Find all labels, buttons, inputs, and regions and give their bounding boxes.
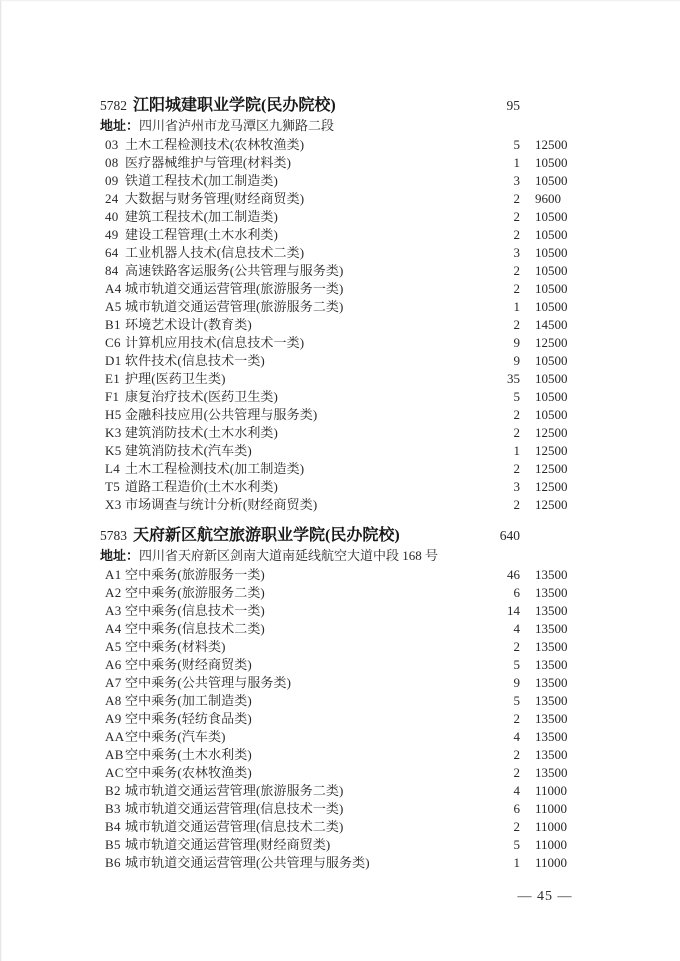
major-row bbox=[100, 370, 575, 388]
major-tuition-fee: 12500 bbox=[535, 335, 568, 350]
major-tuition-fee: 10500 bbox=[535, 353, 568, 368]
major-row bbox=[100, 478, 575, 496]
major-code: 84 bbox=[105, 263, 119, 278]
major-plan-count: 1 bbox=[513, 299, 520, 314]
major-plan-count: 9 bbox=[513, 675, 520, 690]
major-row bbox=[100, 388, 575, 406]
major-name: 计算机应用技术(信息技术一类) bbox=[125, 335, 305, 350]
major-code: A3 bbox=[105, 603, 122, 618]
major-plan-count: 2 bbox=[513, 747, 520, 762]
major-code: A4 bbox=[105, 621, 122, 636]
major-plan-count: 2 bbox=[513, 263, 520, 278]
major-plan-count: 2 bbox=[513, 191, 520, 206]
major-row bbox=[100, 602, 575, 620]
major-name: 建筑消防技术(土木水利类) bbox=[125, 425, 278, 440]
major-code: F1 bbox=[105, 389, 120, 404]
major-name: 环境艺术设计(教育类) bbox=[125, 317, 252, 332]
major-code: A7 bbox=[105, 675, 122, 690]
major-plan-count: 5 bbox=[513, 837, 520, 852]
college-address-line bbox=[100, 116, 575, 136]
major-name: 城市轨道交通运营管理(旅游服务二类) bbox=[125, 299, 344, 314]
college-header bbox=[100, 526, 575, 546]
major-code: B3 bbox=[105, 801, 121, 816]
major-row bbox=[100, 136, 575, 154]
major-row bbox=[100, 262, 575, 280]
major-code: 08 bbox=[105, 155, 119, 170]
major-name: 城市轨道交通运营管理(公共管理与服务类) bbox=[125, 855, 370, 870]
major-plan-count: 2 bbox=[513, 639, 520, 654]
major-code: AA bbox=[105, 729, 125, 744]
major-tuition-fee: 10500 bbox=[535, 209, 568, 224]
major-row bbox=[100, 496, 575, 514]
major-row bbox=[100, 226, 575, 244]
major-plan-count: 2 bbox=[513, 461, 520, 476]
major-tuition-fee: 13500 bbox=[535, 711, 568, 726]
major-tuition-fee: 13500 bbox=[535, 747, 568, 762]
document-page-content bbox=[100, 96, 575, 872]
major-plan-count: 2 bbox=[513, 407, 520, 422]
major-tuition-fee: 13500 bbox=[535, 675, 568, 690]
major-tuition-fee: 12500 bbox=[535, 479, 568, 494]
college-section bbox=[100, 96, 575, 514]
major-plan-count: 4 bbox=[513, 783, 520, 798]
major-name: 空中乘务(信息技术二类) bbox=[125, 621, 265, 636]
major-code: A5 bbox=[105, 299, 122, 314]
major-name: 空中乘务(财经商贸类) bbox=[125, 657, 252, 672]
major-name: 空中乘务(旅游服务二类) bbox=[125, 585, 265, 600]
major-tuition-fee: 13500 bbox=[535, 621, 568, 636]
major-name: 大数据与财务管理(财经商贸类) bbox=[125, 191, 305, 206]
major-name: 空中乘务(土木水利类) bbox=[125, 747, 252, 762]
major-tuition-fee: 12500 bbox=[535, 461, 568, 476]
major-row bbox=[100, 638, 575, 656]
major-code: A5 bbox=[105, 639, 122, 654]
major-row bbox=[100, 316, 575, 334]
major-plan-count: 2 bbox=[513, 425, 520, 440]
major-name: 康复治疗技术(医药卫生类) bbox=[125, 389, 278, 404]
major-row bbox=[100, 584, 575, 602]
major-name: 软件技术(信息技术一类) bbox=[125, 353, 265, 368]
major-tuition-fee: 10500 bbox=[535, 281, 568, 296]
major-row bbox=[100, 244, 575, 262]
major-row bbox=[100, 352, 575, 370]
major-name: 工业机器人技术(信息技术二类) bbox=[125, 245, 305, 260]
major-name: 道路工程造价(土木水利类) bbox=[125, 479, 278, 494]
major-name: 空中乘务(加工制造类) bbox=[125, 693, 252, 708]
major-tuition-fee: 13500 bbox=[535, 657, 568, 672]
major-row bbox=[100, 728, 575, 746]
major-tuition-fee: 10500 bbox=[535, 299, 568, 314]
major-tuition-fee: 11000 bbox=[535, 783, 568, 798]
major-plan-count: 1 bbox=[513, 443, 520, 458]
college-header bbox=[100, 96, 575, 116]
major-plan-count: 2 bbox=[513, 317, 520, 332]
major-plan-count: 6 bbox=[513, 585, 520, 600]
major-row bbox=[100, 208, 575, 226]
major-name: 空中乘务(信息技术一类) bbox=[125, 603, 265, 618]
major-name: 铁道工程技术(加工制造类) bbox=[125, 173, 278, 188]
major-name: 城市轨道交通运营管理(旅游服务一类) bbox=[125, 281, 344, 296]
major-code: A4 bbox=[105, 281, 122, 296]
major-code: B4 bbox=[105, 819, 121, 834]
major-code: D1 bbox=[105, 353, 122, 368]
major-name: 土木工程检测技术(农林牧渔类) bbox=[125, 137, 305, 152]
major-tuition-fee: 10500 bbox=[535, 155, 568, 170]
major-name: 空中乘务(公共管理与服务类) bbox=[125, 675, 292, 690]
college-name: 江阳城建职业学院(民办院校) bbox=[133, 97, 336, 114]
major-name: 建设工程管理(土木水利类) bbox=[125, 227, 278, 242]
major-name: 空中乘务(汽车类) bbox=[125, 729, 226, 744]
major-code: X3 bbox=[105, 497, 122, 512]
major-name: 建筑消防技术(汽车类) bbox=[125, 443, 252, 458]
address-text: 四川省天府新区剑南大道南延线航空大道中段 168 号 bbox=[139, 548, 439, 563]
major-code: H5 bbox=[105, 407, 122, 422]
major-tuition-fee: 12500 bbox=[535, 137, 568, 152]
college-name: 天府新区航空旅游职业学院(民办院校) bbox=[133, 527, 400, 544]
major-row bbox=[100, 800, 575, 818]
major-tuition-fee: 12500 bbox=[535, 443, 568, 458]
major-tuition-fee: 10500 bbox=[535, 245, 568, 260]
major-tuition-fee: 13500 bbox=[535, 639, 568, 654]
major-plan-count: 2 bbox=[513, 711, 520, 726]
major-plan-count: 2 bbox=[513, 227, 520, 242]
major-row bbox=[100, 334, 575, 352]
major-code: A2 bbox=[105, 585, 122, 600]
major-row bbox=[100, 674, 575, 692]
major-code: C6 bbox=[105, 335, 121, 350]
college-total-count: 95 bbox=[506, 98, 520, 113]
major-tuition-fee: 10500 bbox=[535, 173, 568, 188]
major-plan-count: 5 bbox=[513, 137, 520, 152]
major-name: 空中乘务(轻纺食品类) bbox=[125, 711, 252, 726]
major-row bbox=[100, 818, 575, 836]
major-plan-count: 2 bbox=[513, 497, 520, 512]
major-tuition-fee: 13500 bbox=[535, 729, 568, 744]
major-tuition-fee: 10500 bbox=[535, 227, 568, 242]
college-address-line bbox=[100, 546, 575, 566]
major-name: 市场调查与统计分析(财经商贸类) bbox=[125, 497, 318, 512]
major-code: 49 bbox=[105, 227, 119, 242]
major-plan-count: 35 bbox=[507, 371, 520, 386]
major-rows bbox=[100, 136, 575, 514]
major-code: AB bbox=[105, 747, 124, 762]
address-label: 地址： bbox=[100, 548, 140, 563]
major-plan-count: 1 bbox=[513, 855, 520, 870]
major-tuition-fee: 11000 bbox=[535, 855, 568, 870]
major-row bbox=[100, 692, 575, 710]
major-name: 空中乘务(农林牧渔类) bbox=[125, 765, 252, 780]
major-name: 建筑工程技术(加工制造类) bbox=[125, 209, 278, 224]
major-tuition-fee: 13500 bbox=[535, 567, 568, 582]
major-tuition-fee: 12500 bbox=[535, 497, 568, 512]
major-plan-count: 2 bbox=[513, 765, 520, 780]
major-code: A8 bbox=[105, 693, 122, 708]
major-row bbox=[100, 656, 575, 674]
major-code: A6 bbox=[105, 657, 122, 672]
college-total-count: 640 bbox=[499, 528, 520, 543]
major-row bbox=[100, 190, 575, 208]
major-tuition-fee: 10500 bbox=[535, 263, 568, 278]
major-name: 城市轨道交通运营管理(财经商贸类) bbox=[125, 837, 331, 852]
major-name: 土木工程检测技术(加工制造类) bbox=[125, 461, 305, 476]
scan-edge-left bbox=[0, 0, 2, 961]
major-row bbox=[100, 280, 575, 298]
major-code: K5 bbox=[105, 443, 122, 458]
major-code: 24 bbox=[105, 191, 119, 206]
major-plan-count: 5 bbox=[513, 389, 520, 404]
major-tuition-fee: 13500 bbox=[535, 693, 568, 708]
major-plan-count: 5 bbox=[513, 693, 520, 708]
major-plan-count: 2 bbox=[513, 819, 520, 834]
major-plan-count: 9 bbox=[513, 335, 520, 350]
major-code: T5 bbox=[105, 479, 121, 494]
major-tuition-fee: 11000 bbox=[535, 801, 568, 816]
page-number: — 45 — bbox=[517, 889, 573, 904]
major-name: 城市轨道交通运营管理(信息技术一类) bbox=[125, 801, 344, 816]
major-row bbox=[100, 424, 575, 442]
major-tuition-fee: 10500 bbox=[535, 407, 568, 422]
major-tuition-fee: 14500 bbox=[535, 317, 568, 332]
major-code: B1 bbox=[105, 317, 121, 332]
major-code: B2 bbox=[105, 783, 121, 798]
address-text: 四川省泸州市龙马潭区九狮路二段 bbox=[139, 118, 335, 133]
major-tuition-fee: 11000 bbox=[535, 837, 568, 852]
major-plan-count: 6 bbox=[513, 801, 520, 816]
major-code: A9 bbox=[105, 711, 122, 726]
major-plan-count: 3 bbox=[513, 479, 520, 494]
address-label: 地址： bbox=[100, 118, 140, 133]
major-code: AC bbox=[105, 765, 124, 780]
major-row bbox=[100, 406, 575, 424]
major-plan-count: 5 bbox=[513, 657, 520, 672]
college-code: 5783 bbox=[100, 528, 127, 543]
major-row bbox=[100, 710, 575, 728]
major-tuition-fee: 13500 bbox=[535, 585, 568, 600]
major-name: 高速铁路客运服务(公共管理与服务类) bbox=[125, 263, 344, 278]
college-section bbox=[100, 526, 575, 872]
major-plan-count: 9 bbox=[513, 353, 520, 368]
major-name: 空中乘务(旅游服务一类) bbox=[125, 567, 265, 582]
major-row bbox=[100, 566, 575, 584]
major-tuition-fee: 10500 bbox=[535, 371, 568, 386]
major-plan-count: 4 bbox=[513, 729, 520, 744]
major-row bbox=[100, 836, 575, 854]
major-code: 40 bbox=[105, 209, 119, 224]
major-plan-count: 3 bbox=[513, 173, 520, 188]
major-row bbox=[100, 154, 575, 172]
major-code: 64 bbox=[105, 245, 119, 260]
major-name: 金融科技应用(公共管理与服务类) bbox=[125, 407, 318, 422]
major-name: 护理(医药卫生类) bbox=[125, 371, 226, 386]
major-plan-count: 1 bbox=[513, 155, 520, 170]
major-plan-count: 3 bbox=[513, 245, 520, 260]
major-name: 城市轨道交通运营管理(旅游服务二类) bbox=[125, 783, 344, 798]
major-code: B5 bbox=[105, 837, 121, 852]
major-plan-count: 2 bbox=[513, 281, 520, 296]
major-plan-count: 14 bbox=[507, 603, 520, 618]
major-code: A1 bbox=[105, 567, 122, 582]
major-name: 空中乘务(材料类) bbox=[125, 639, 226, 654]
major-code: 09 bbox=[105, 173, 119, 188]
major-row bbox=[100, 854, 575, 872]
major-tuition-fee: 10500 bbox=[535, 389, 568, 404]
major-name: 城市轨道交通运营管理(信息技术二类) bbox=[125, 819, 344, 834]
major-code: 03 bbox=[105, 137, 119, 152]
major-row bbox=[100, 172, 575, 190]
major-plan-count: 4 bbox=[513, 621, 520, 636]
major-row bbox=[100, 298, 575, 316]
major-name: 医疗器械维护与管理(材料类) bbox=[125, 155, 292, 170]
major-code: K3 bbox=[105, 425, 122, 440]
major-row bbox=[100, 442, 575, 460]
major-tuition-fee: 11000 bbox=[535, 819, 568, 834]
major-code: E1 bbox=[105, 371, 121, 386]
major-row bbox=[100, 460, 575, 478]
major-tuition-fee: 9600 bbox=[535, 191, 561, 206]
major-rows bbox=[100, 566, 575, 872]
major-code: L4 bbox=[105, 461, 121, 476]
major-plan-count: 2 bbox=[513, 209, 520, 224]
major-row bbox=[100, 620, 575, 638]
major-tuition-fee: 13500 bbox=[535, 765, 568, 780]
major-row bbox=[100, 782, 575, 800]
college-code: 5782 bbox=[100, 98, 127, 113]
scan-edge-top bbox=[0, 0, 680, 2]
major-code: B6 bbox=[105, 855, 121, 870]
college-sections bbox=[100, 96, 575, 872]
major-tuition-fee: 13500 bbox=[535, 603, 568, 618]
major-tuition-fee: 12500 bbox=[535, 425, 568, 440]
major-plan-count: 46 bbox=[507, 567, 520, 582]
major-row bbox=[100, 746, 575, 764]
major-row bbox=[100, 764, 575, 782]
